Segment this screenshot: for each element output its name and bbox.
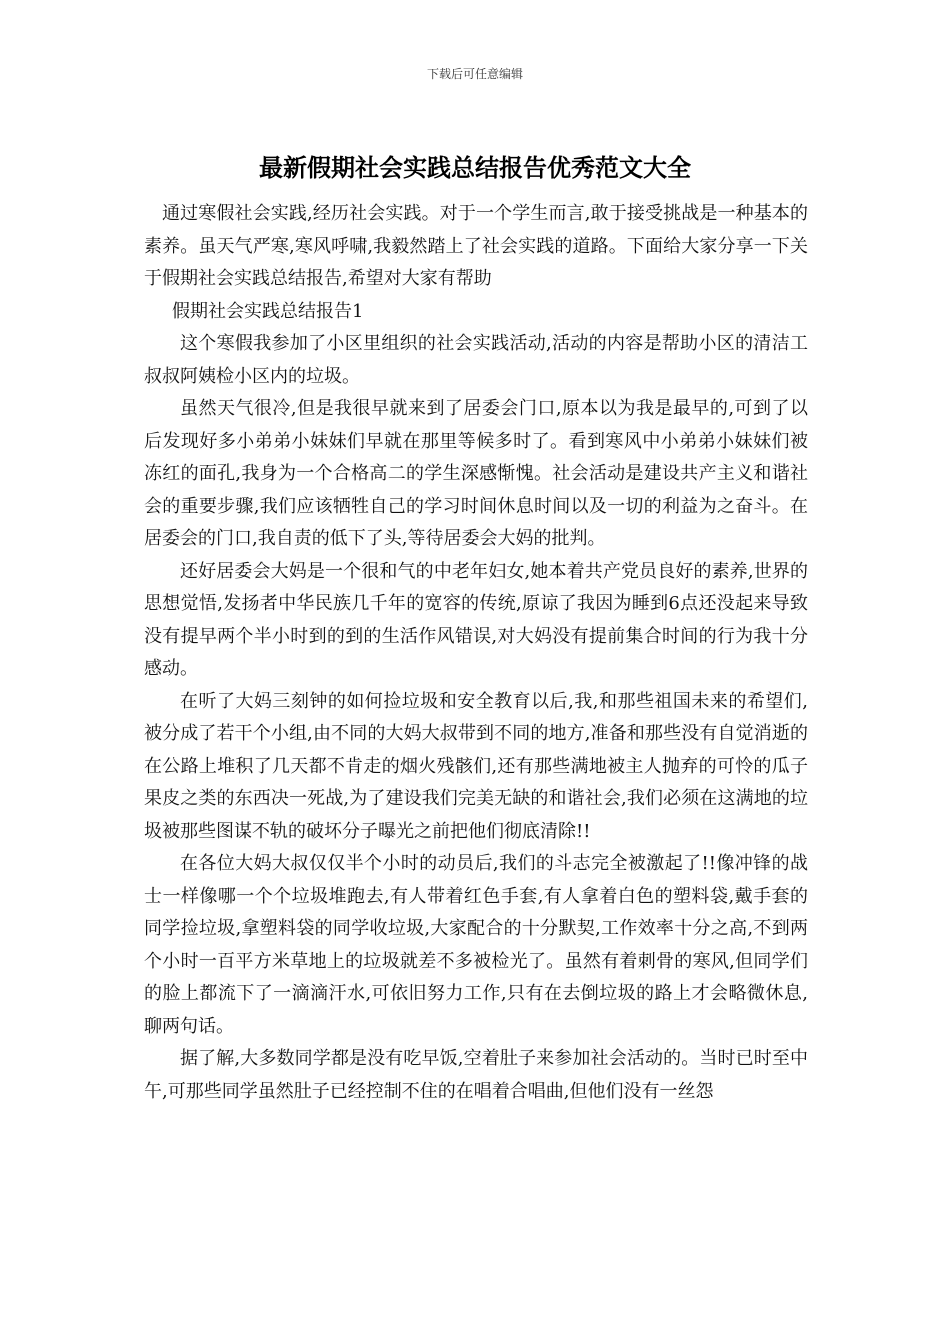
section-heading: 假期社会实践总结报告1 [172, 300, 364, 322]
body-paragraph: 在听了大妈三刻钟的如何捡垃圾和安全教育以后,我,和那些祖国未来的希望们,被分成了若干个小组,由不同的大妈大叔带到不同的地方,准备和那些没有自觉消逝的在公路上堆积了几天都不肯走的烟火残骸们,还有那些满地被主人抛弃的可怜的瓜子果皮之类的东西决一死战,为了建设我们完美无缺的和谐社会,我们必须在这满地的垃圾被那些图谋不轨的破坏分子曝光之前把他们彻底清除!! [144, 690, 808, 842]
body-paragraph: 这个寒假我参加了小区里组织的社会实践活动,活动的内容是帮助小区的清洁工叔叔阿姨检小区内的垃圾。 [144, 333, 808, 387]
body-paragraph: 据了解,大多数同学都是没有吃早饭,空着肚子来参加社会活动的。当时已时至中午,可那些同学虽然肚子已经控制不住的在唱着合唱曲,但他们没有一丝怨 [144, 1048, 808, 1102]
body-paragraph: 在各位大妈大叔仅仅半个小时的动员后,我们的斗志完全被激起了!!像冲锋的战士一样像哪一个个垃圾堆跑去,有人带着红色手套,有人拿着白色的塑料袋,戴手套的同学捡垃圾,拿塑料袋的同学收垃圾,大家配合的十分默契,工作效率十分之高,不到两个小时一百平方米草地上的垃圾就差不多被检光了。虽然有着刺骨的寒风,但同学们的脸上都流下了一滴滴汗水,可依旧努力工作,只有在去倒垃圾的路上才会略微休息,聊两句话。 [144, 853, 808, 1037]
document-title: 最新假期社会实践总结报告优秀范文大全 [259, 153, 691, 182]
body-paragraph: 虽然天气很冷,但是我很早就来到了居委会门口,原本以为我是最早的,可到了以后发现好多小弟弟小妹妹们早就在那里等候多时了。看到寒风中小弟弟小妹妹们被冻红的面孔,我身为一个合格高二的学生深感惭愧。社会活动是建设共产主义和谐社会的重要步骤,我们应该牺牲自己的学习时间休息时间以及一切的利益为之奋斗。在居委会的门口,我自责的低下了头,等待居委会大妈的批判。 [144, 398, 808, 549]
document-body [144, 198, 808, 1108]
intro-paragraph: 通过寒假社会实践,经历社会实践。对于一个学生而言,敢于接受挑战是一种基本的素养。虽天气严寒,寒风呼啸,我毅然踏上了社会实践的道路。下面给大家分享一下关于假期社会实践总结报告,希望对大家有帮助 [144, 203, 808, 289]
body-paragraph: 还好居委会大妈是一个很和气的中老年妇女,她本着共产党员良好的素养,世界的思想觉悟,发扬者中华民族几千年的宽容的传统,原谅了我因为睡到6点还没起来导致没有提早两个半小时到的到的生活作风错误,对大妈没有提前集合时间的行为我十分感动。 [144, 560, 808, 679]
header-note: 下载后可任意编辑 [426, 67, 523, 81]
